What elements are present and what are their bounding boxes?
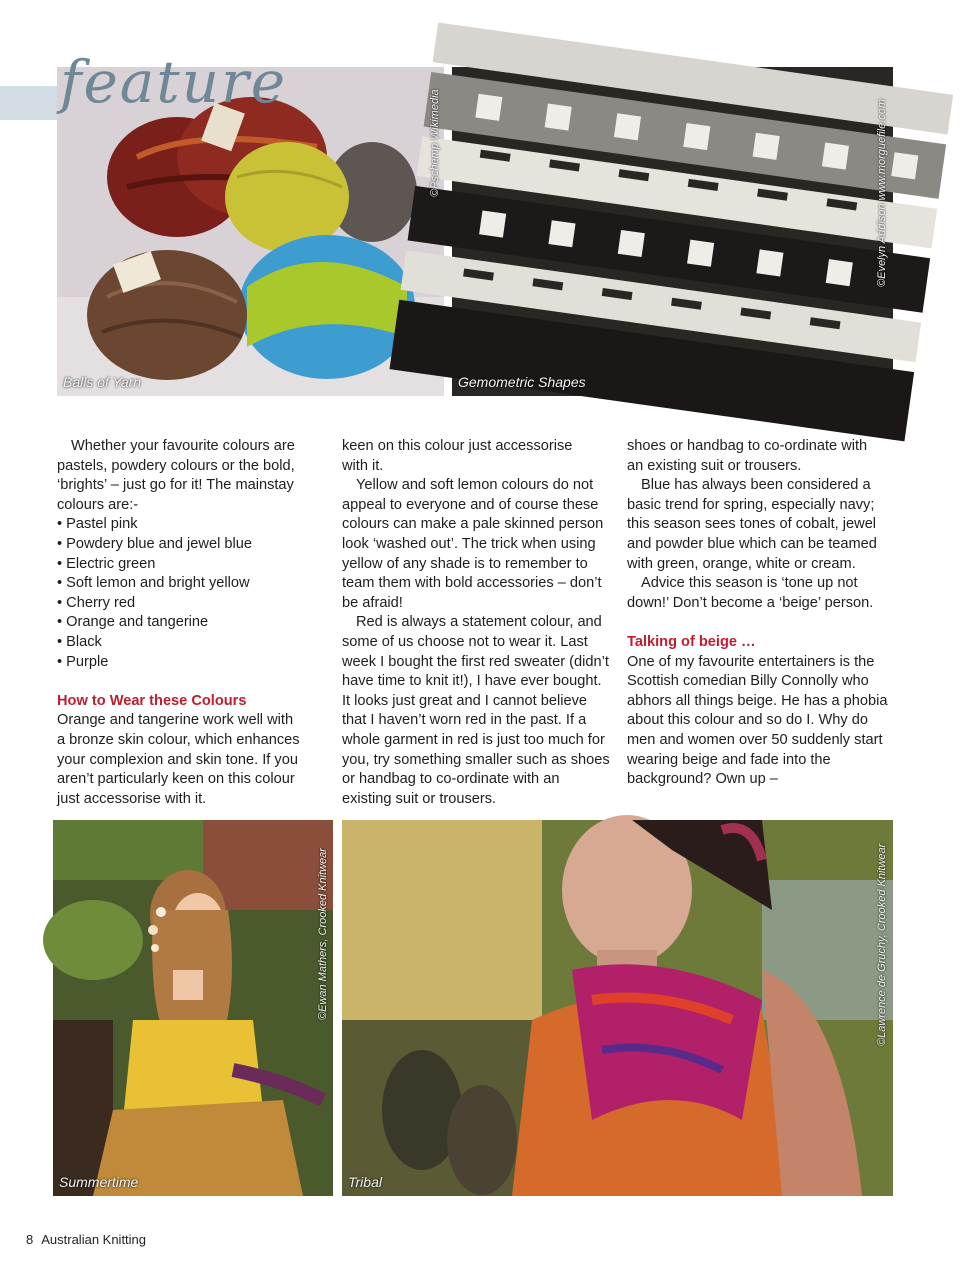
paragraph-orange: Orange and tangerine work well with a bronze skin colour, which enhances your complexion and skin tone. If you aren’t particularly keen on this colour just accessorise with it. — [57, 712, 300, 807]
colour-item: • Electric green — [57, 555, 303, 575]
heading-talking-of-beige: Talking of beige … — [627, 633, 756, 650]
tribal-illustration — [342, 820, 893, 1196]
colour-list — [57, 515, 303, 672]
colour-item: • Pastel pink — [57, 515, 303, 535]
colour-item: • Powdery blue and jewel blue — [57, 535, 303, 555]
colour-item: • Purple — [57, 653, 303, 673]
page-footer — [26, 1232, 146, 1247]
photo-summertime — [53, 820, 333, 1196]
article-column-1 — [57, 437, 303, 807]
colour-item: • Soft lemon and bright yellow — [57, 574, 303, 594]
paragraph-advice: Advice this season is ‘tone up not down!’ Don’t become a ‘beige’ person. — [627, 575, 874, 611]
page-number: 8 — [26, 1232, 34, 1247]
magazine-name: Australian Knitting — [41, 1232, 147, 1247]
credit-yarn: ©Pschemp Wikimedia — [429, 89, 441, 197]
photo-tribal — [342, 820, 893, 1196]
summertime-illustration — [53, 820, 333, 1196]
caption-tribal: Tribal — [348, 1174, 382, 1190]
paragraph-red-cont: shoes or handbag to co-ordinate with an existing suit or trousers. — [627, 438, 868, 474]
photo-balls-of-yarn — [57, 67, 444, 396]
section-title: feature — [60, 48, 288, 116]
credit-geometric: ©Evelyn Addison www.morguefile.com — [876, 98, 888, 287]
colour-item: • Cherry red — [57, 594, 303, 614]
geometric-illustration — [452, 67, 893, 396]
paragraph-red: Red is always a statement colour, and some of us choose not to wear it. Last week I bought the first red sweater (didn’t have time to knit it!), I have ever bought. It looks just great and I cannot believe that I haven’t worn red in the past. If a whole garment in red is just too much for you, try something smaller such as shoes or handbag to co-ordinate with an existing suit or trousers. — [342, 614, 610, 807]
caption-summertime: Summertime — [59, 1174, 139, 1190]
yarn-illustration — [57, 67, 444, 396]
photo-geometric-shapes — [452, 67, 893, 396]
caption-geometric: Gemometric Shapes — [458, 374, 586, 390]
heading-how-to-wear: How to Wear these Colours — [57, 692, 247, 709]
paragraph-beige: One of my favourite entertainers is the Scottish comedian Billy Connolly who abhors all things beige. He has a phobia about this colour and so do I. Why do men and women over 50 suddenly start wearing beige and fade into the background? Own up – — [627, 653, 888, 788]
paragraph-blue: Blue has always been considered a basic trend for spring, especially navy; this season sees tones of cobalt, jewel and powder blue which can be teamed with green, orange, white or cream. — [627, 477, 877, 572]
intro-paragraph: Whether your favourite colours are pastels, powdery colours or the bold, ‘brights’ – just go for it! The mainstay colours are:- — [57, 438, 295, 513]
credit-tribal: ©Lawrence de Gruchy, Crooked Knitwear — [876, 843, 888, 1046]
colour-item: • Orange and tangerine — [57, 613, 303, 633]
credit-summertime: ©Ewan Mathers, Crooked Knitwear — [317, 848, 329, 1020]
article-column-2 — [342, 437, 610, 807]
article-column-3 — [627, 437, 897, 790]
colour-item: • Black — [57, 633, 303, 653]
paragraph-orange-cont: keen on this colour just accessorise with it. — [342, 438, 573, 474]
paragraph-yellow: Yellow and soft lemon colours do not appeal to everyone and of course these colours can make a pale skinned person look ‘washed out’. The trick when using yellow of any shade is to remember to team them with bold accessories – don’t be afraid! — [342, 477, 604, 611]
caption-yarn: Balls of Yarn — [63, 374, 142, 390]
